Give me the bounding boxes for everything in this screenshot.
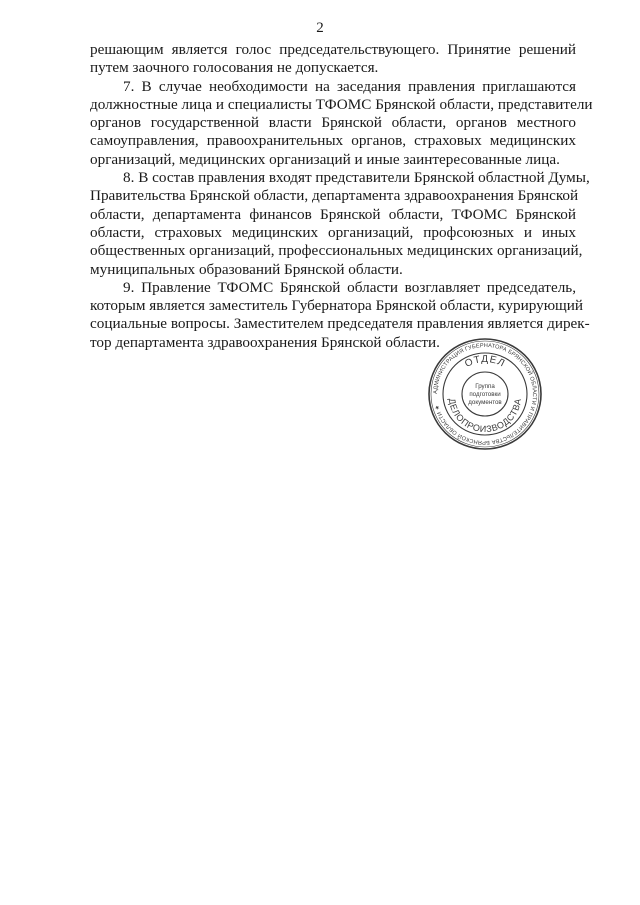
text-line: решающим является голос председательствующего. Принятие решений bbox=[90, 41, 576, 58]
text-line: 9. Правление ТФОМС Брянской области возглавляет председатель, bbox=[123, 278, 576, 296]
stamp-top-word: ОТДЕЛ bbox=[463, 353, 507, 370]
text-line: организаций, медицинских организаций и иные заинтересованные лица. bbox=[90, 150, 560, 168]
paragraph bbox=[90, 41, 576, 78]
text-line: 8. В состав правления входят представители Брянской областной Думы, bbox=[123, 169, 590, 187]
text-line: области, страховых медицинских организаций, профсоюзных и иных bbox=[90, 223, 576, 241]
text-line: органов государственной власти Брянской области, органов местного bbox=[90, 114, 576, 132]
stamp-outer-text: АДМИНИСТРАЦИЯ ГУБЕРНАТОРА БРЯНСКОЙ ОБЛАСТИ И ПРАВИТЕЛЬСТВА БРЯНСКОЙ ОБЛАСТИ ★ bbox=[432, 342, 538, 446]
stamp-bottom-word: ДЕЛОПРОИЗВОДСТВА bbox=[446, 397, 524, 435]
text-line: Правительства Брянской области, департамента здравоохранения Брянской bbox=[90, 187, 579, 205]
stamp-center-line: подготовки bbox=[469, 391, 501, 398]
text-line: которым является заместитель Губернатора Брянской области, курирующий bbox=[90, 297, 584, 315]
paragraph-item-8 bbox=[90, 169, 590, 279]
stamp-center-line: Группа bbox=[475, 383, 495, 390]
text-line: должностные лица и специалисты ТФОМС Брянской области, представители bbox=[90, 95, 593, 113]
document-body bbox=[90, 41, 593, 352]
text-line: тор департамента здравоохранения Брянской области. bbox=[90, 333, 440, 351]
text-line: самоуправления, правоохранительных органов, страховых медицинских bbox=[90, 132, 576, 150]
page-number: 2 bbox=[316, 20, 324, 36]
text-line: области, департамента финансов Брянской области, ТФОМС Брянской bbox=[90, 205, 576, 223]
text-line: общественных организаций, профессиональных медицинских организаций, bbox=[90, 242, 583, 260]
paragraph-item-7 bbox=[90, 77, 593, 169]
text-line: социальные вопросы. Заместителем председателя правления является дирек- bbox=[90, 315, 590, 333]
text-line: путем заочного голосования не допускается. bbox=[90, 59, 379, 77]
official-stamp bbox=[427, 337, 543, 451]
text-line: муниципальных образований Брянской области. bbox=[90, 260, 403, 278]
text-line: 7. В случае необходимости на заседания правления приглашаются bbox=[123, 77, 576, 95]
stamp-center-line: документов bbox=[468, 399, 502, 406]
